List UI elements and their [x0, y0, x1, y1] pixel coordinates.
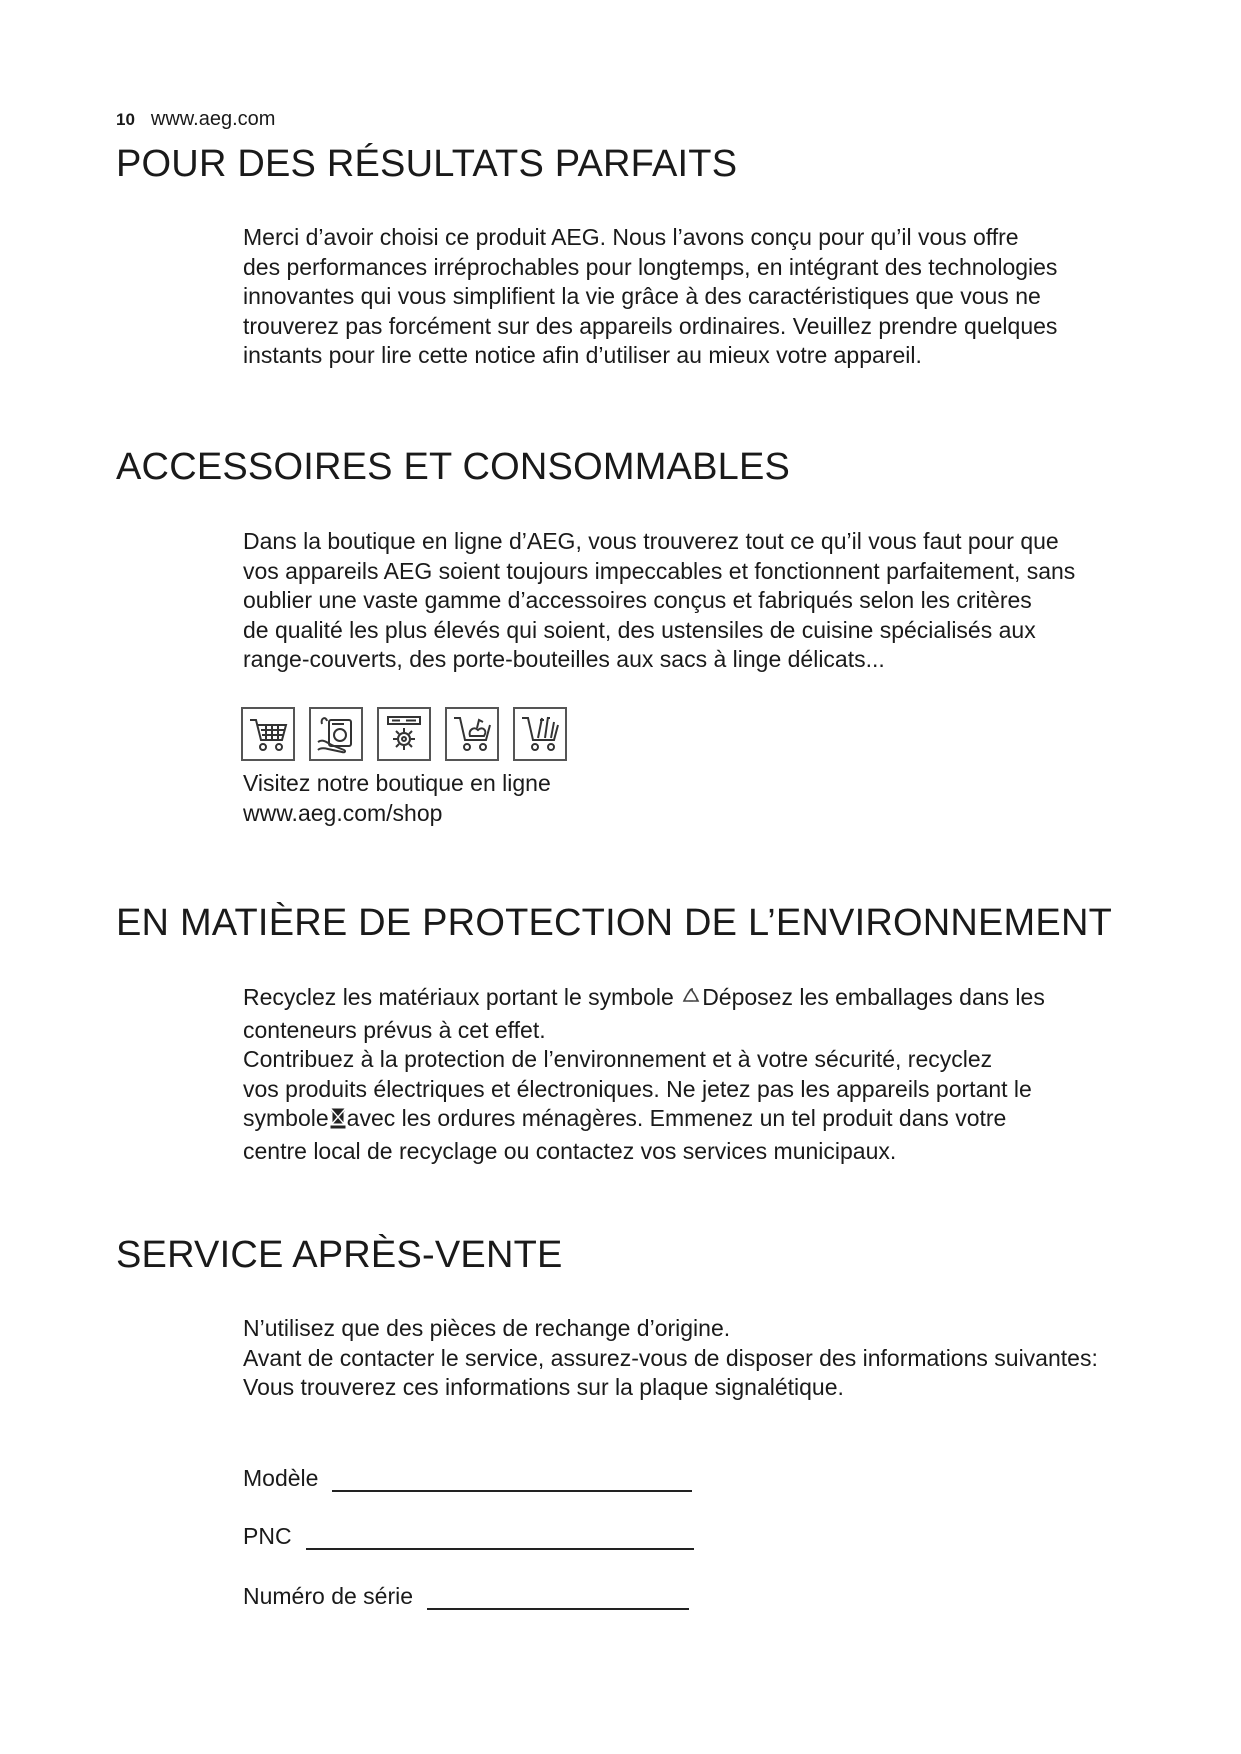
results-line: instants pour lire cette notice afin d’utiliser au mieux votre appareil. [243, 342, 922, 368]
environment-line: conteneurs prévus à cet effet. [243, 1016, 546, 1043]
model-blank-line[interactable] [332, 1468, 692, 1492]
service-line: Avant de contacter le service, assurez-vous de disposer des informations suivantes: [243, 1344, 1098, 1371]
header-website[interactable]: www.aeg.com [150, 108, 276, 130]
results-line: des performances irréprochables pour longtemps, en intégrant des technologies [243, 253, 1058, 280]
accessories-line: range-couverts, des porte-bouteilles aux sacs à linge délicats... [243, 646, 885, 672]
results-line: trouverez pas forcément sur des appareils ordinaires. Veuillez prendre quelques [243, 312, 1058, 339]
environment-line: Contribuez à la protection de l’environnement et à votre sécurité, recyclez [243, 1046, 993, 1072]
environment-text: symbole [243, 1105, 329, 1131]
cart-accessories-icon [445, 707, 499, 761]
environment-text: Recyclez les matériaux portant le symbole [243, 984, 674, 1010]
spare-parts-gear-icon [377, 707, 431, 761]
model-label: Modèle [243, 1465, 319, 1491]
cart-kitchen-tools-icon [513, 707, 567, 761]
pnc-blank-line[interactable] [306, 1526, 694, 1550]
section-title-accessories: ACCESSOIRES ET CONSOMMABLES [116, 446, 791, 488]
pnc-label: PNC [243, 1523, 292, 1549]
accessories-line: Dans la boutique en ligne d’AEG, vous trouverez tout ce qu’il vous faut pour que [243, 528, 1059, 554]
crossed-bin-icon [329, 1107, 347, 1137]
appliance-care-icon [309, 707, 363, 761]
shop-info [243, 768, 551, 828]
environment-line [243, 1104, 1163, 1137]
results-line: Merci d’avoir choisi ce produit AEG. Nous l’avons conçu pour qu’il vous offre [243, 224, 1019, 250]
environment-paragraph [243, 983, 1163, 1166]
environment-line [243, 983, 1163, 1016]
results-line: innovantes qui vous simplifient la vie grâce à des caractéristiques que vous ne [243, 283, 1041, 309]
section-title-results: POUR DES RÉSULTATS PARFAITS [116, 143, 738, 185]
shop-link[interactable]: www.aeg.com/shop [243, 800, 443, 826]
environment-line: vos produits électriques et électroniques. Ne jetez pas les appareils portant le [243, 1075, 1032, 1102]
environment-text: Déposez les emballages dans les [702, 984, 1045, 1010]
service-line: N’utilisez que des pièces de rechange d’origine. [243, 1315, 731, 1341]
section-title-environment: EN MATIÈRE DE PROTECTION DE L’ENVIRONNEMENT [116, 902, 1113, 944]
accessories-line: oublier une vaste gamme d’accessoires conçus et fabriqués selon les critères [243, 587, 1032, 613]
pnc-field[interactable] [243, 1523, 694, 1550]
serial-field[interactable] [243, 1583, 689, 1610]
accessories-paragraph [243, 527, 1163, 675]
section-title-service: SERVICE APRÈS-VENTE [116, 1234, 563, 1276]
recycle-icon [680, 986, 702, 1016]
environment-line: centre local de recyclage ou contactez vos services municipaux. [243, 1137, 897, 1164]
shop-visit-text: Visitez notre boutique en ligne [243, 770, 551, 796]
serial-blank-line[interactable] [427, 1586, 689, 1610]
model-field[interactable] [243, 1465, 692, 1492]
results-paragraph [243, 223, 1163, 371]
accessories-line: de qualité les plus élevés qui soient, des ustensiles de cuisine spécialisés aux [243, 616, 1036, 643]
page-header [116, 108, 275, 131]
service-paragraph [243, 1314, 1163, 1403]
shop-icons-row [241, 707, 567, 761]
accessories-line: vos appareils AEG soient toujours impeccables et fonctionnent parfaitement, sans [243, 557, 1076, 584]
shopping-cart-icon [241, 707, 295, 761]
page-number: 10 [116, 110, 135, 129]
service-line: Vous trouverez ces informations sur la plaque signalétique. [243, 1374, 844, 1400]
environment-text: avec les ordures ménagères. Emmenez un tel produit dans votre [346, 1105, 1007, 1131]
serial-label: Numéro de série [243, 1583, 414, 1609]
